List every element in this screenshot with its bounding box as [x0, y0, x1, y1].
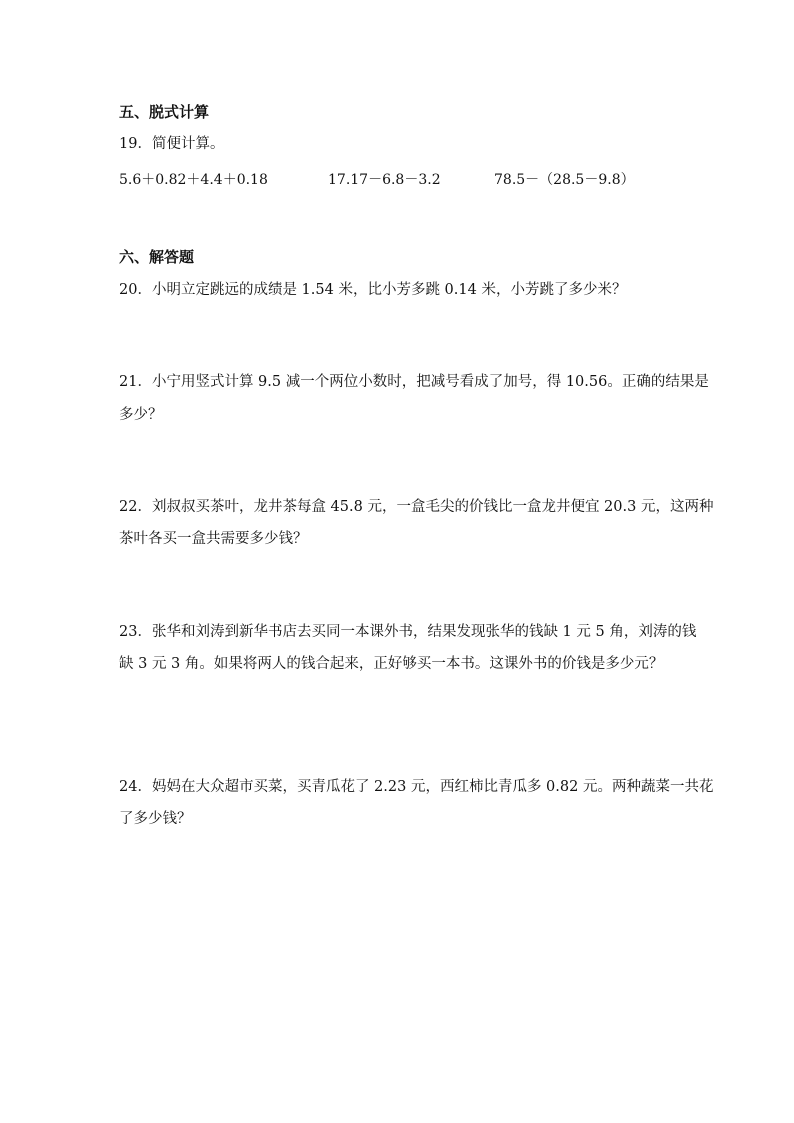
section-five-heading: 五、脱式计算 [119, 103, 210, 121]
section-six-heading: 六、解答题 [119, 248, 195, 266]
question-22-line-1: 22．刘叔叔买茶叶，龙井茶每盒 45.8 元，一盒毛尖的价钱比一盒龙井便宜 20.3 元，这两种 [119, 499, 714, 515]
question-20-line-1: 20．小明立定跳远的成绩是 1.54 米，比小芳多跳 0.14 米，小芳跳了多少米？ [119, 282, 627, 298]
question-23-line-1: 23．张华和刘涛到新华书店去买同一本课外书，结果发现张华的钱缺 1 元 5 角，刘涛的钱 [119, 624, 697, 640]
expression-3: 78.5－（28.5－9.8） [494, 172, 635, 188]
question-21-line-2: 多少？ [119, 407, 163, 423]
question-24-line-1: 24．妈妈在大众超市买菜，买青瓜花了 2.23 元，西红柿比青瓜多 0.82 元。两种蔬菜一共花 [119, 779, 714, 795]
question-22-line-2: 茶叶各买一盒共需要多少钱？ [119, 531, 308, 547]
question-21-line-1: 21．小宁用竖式计算 9.5 减一个两位小数时，把减号看成了加号，得 10.56。正确的结果是 [119, 374, 709, 390]
question-24-line-2: 了多少钱？ [119, 811, 192, 827]
question-19-stem: 19．简便计算。 [119, 136, 225, 152]
expression-1: 5.6＋0.82＋4.4＋0.18 [119, 172, 268, 188]
question-23-line-2: 缺 3 元 3 角。如果将两人的钱合起来，正好够买一本书。这课外书的价钱是多少元？ [119, 656, 664, 672]
expression-2: 17.17－6.8－3.2 [328, 172, 441, 188]
